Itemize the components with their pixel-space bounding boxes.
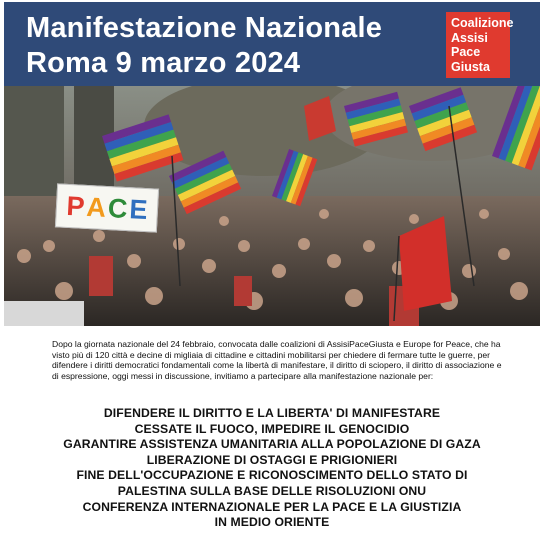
pace-sign xyxy=(55,183,159,232)
logo-line-2: Assisi xyxy=(451,30,488,45)
title-line-2: Roma 9 marzo 2024 xyxy=(26,47,301,79)
crowd-photo xyxy=(4,86,540,326)
header-band xyxy=(4,2,540,86)
demand-line: CONFERENZA INTERNAZIONALE PER LA PACE E LA GIUSTIZIA xyxy=(82,499,462,514)
demand-line: IN MEDIO ORIENTE xyxy=(214,515,330,530)
title-line-1: Manifestazione Nazionale xyxy=(26,12,383,44)
pace-letter-p: P xyxy=(65,190,86,222)
pace-letter-a: A xyxy=(85,191,107,223)
pace-letter-e: E xyxy=(128,193,149,225)
demand-line: DIFENDERE IL DIRITTO E LA LIBERTA' DI MANIFESTARE xyxy=(103,406,441,420)
logo-line-1: Coalizione xyxy=(451,16,514,30)
coalition-logo xyxy=(446,12,514,78)
demand-line: PALESTINA SULLA BASE DELLE RISOLUZIONI ONU xyxy=(117,483,427,498)
demand-line: FINE DELL'OCCUPAZIONE E RICONOSCIMENTO DELLO STATO DI xyxy=(76,468,468,483)
demands-list xyxy=(0,406,544,531)
intro-paragraph: Dopo la giornata nazionale del 24 febbraio, convocata dalle coalizioni di AssisiPaceGiusta e Europe for Peace, che ha visto più di 120 città e decine di migliaia di cittadine e cittadini mobilitarsi per chiedere di fermare tutte le guerre, per difendere i diritti democratici fondamentali come la libertà di manifestare, il diritto di sciopero, il diritto di associazione e di espressione, oggi messi in discussione, invitiamo a partecipare alla manifestazione nazionale per: xyxy=(52,339,502,381)
logo-line-4: Giusta xyxy=(451,59,490,74)
logo-line-3: Pace xyxy=(451,45,481,59)
demand-line: GARANTIRE ASSISTENZA UMANITARIA ALLA POPOLAZIONE DI GAZA xyxy=(63,437,481,452)
demand-line: LIBERAZIONE DI OSTAGGI E PRIGIONIERI xyxy=(146,452,398,467)
pace-letter-c: C xyxy=(107,192,129,224)
demand-line: CESSATE IL FUOCO, IMPEDIRE IL GENOCIDIO xyxy=(134,421,410,436)
